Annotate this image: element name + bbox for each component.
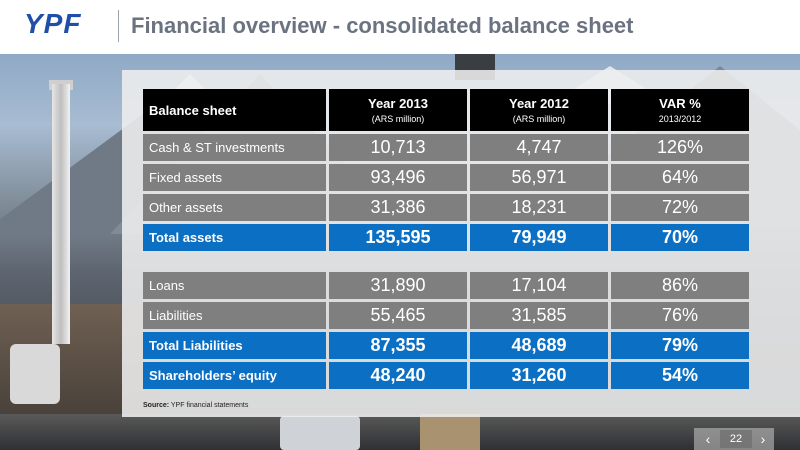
header-var-title: VAR % xyxy=(659,96,701,111)
ypf-logo: YPF xyxy=(24,8,82,39)
chevron-right-icon[interactable]: › xyxy=(760,431,766,447)
storage-tank xyxy=(280,416,360,450)
table-row xyxy=(143,302,749,329)
header-year-2012-title: Year 2012 xyxy=(508,96,569,111)
value-2013: 10,713 xyxy=(329,134,467,161)
value-2013: 55,465 xyxy=(329,302,467,329)
header-year-2012-unit: (ARS million) xyxy=(512,114,566,124)
table-header-row xyxy=(143,89,749,131)
source-text: YPF financial statements xyxy=(170,402,249,409)
slide-header xyxy=(0,0,800,54)
storage-tank xyxy=(420,414,480,450)
row-label: Cash & ST investments xyxy=(143,134,326,161)
row-label: Shareholders’ equity xyxy=(143,362,326,389)
value-2012: 31,260 xyxy=(470,362,608,389)
table-row xyxy=(143,272,749,299)
value-var: 72% xyxy=(611,194,749,221)
header-divider xyxy=(118,10,119,42)
refinery-ground xyxy=(0,414,800,450)
row-label: Other assets xyxy=(143,194,326,221)
table-row xyxy=(143,164,749,191)
chimney xyxy=(52,84,70,344)
header-var xyxy=(611,89,749,131)
total-row xyxy=(143,224,749,251)
value-var: 70% xyxy=(611,224,749,251)
value-var: 76% xyxy=(611,302,749,329)
value-2013: 48,240 xyxy=(329,362,467,389)
header-year-2013 xyxy=(329,89,467,131)
row-label: Total assets xyxy=(143,224,326,251)
value-2012: 31,585 xyxy=(470,302,608,329)
value-2013: 93,496 xyxy=(329,164,467,191)
value-2013: 135,595 xyxy=(329,224,467,251)
header-label: Balance sheet xyxy=(143,89,326,131)
assets-table xyxy=(140,86,752,254)
header-year-2013-unit: (ARS million) xyxy=(371,114,425,124)
value-2013: 31,386 xyxy=(329,194,467,221)
row-label: Loans xyxy=(143,272,326,299)
chevron-left-icon[interactable]: ‹ xyxy=(705,431,711,447)
table-row xyxy=(143,194,749,221)
value-var: 79% xyxy=(611,332,749,359)
header-year-2012 xyxy=(470,89,608,131)
total-row xyxy=(143,332,749,359)
value-2012: 4,747 xyxy=(470,134,608,161)
value-2012: 48,689 xyxy=(470,332,608,359)
value-var: 86% xyxy=(611,272,749,299)
total-row xyxy=(143,362,749,389)
source-label: Source: xyxy=(143,402,170,409)
value-2013: 31,890 xyxy=(329,272,467,299)
row-label: Liabilities xyxy=(143,302,326,329)
value-2012: 17,104 xyxy=(470,272,608,299)
value-2012: 18,231 xyxy=(470,194,608,221)
value-var: 126% xyxy=(611,134,749,161)
source-note xyxy=(143,402,248,409)
value-2013: 87,355 xyxy=(329,332,467,359)
slide-title: Financial overview - consolidated balance sheet xyxy=(131,13,634,38)
header-var-unit: 2013/2012 xyxy=(658,114,702,124)
value-2012: 79,949 xyxy=(470,224,608,251)
header-year-2013-title: Year 2013 xyxy=(367,96,428,111)
table-row xyxy=(143,134,749,161)
value-2012: 56,971 xyxy=(470,164,608,191)
storage-tank xyxy=(10,344,60,404)
liabilities-table xyxy=(140,269,752,392)
row-label: Fixed assets xyxy=(143,164,326,191)
row-label: Total Liabilities xyxy=(143,332,326,359)
value-var: 54% xyxy=(611,362,749,389)
value-var: 64% xyxy=(611,164,749,191)
page-number: 22 xyxy=(720,430,752,448)
